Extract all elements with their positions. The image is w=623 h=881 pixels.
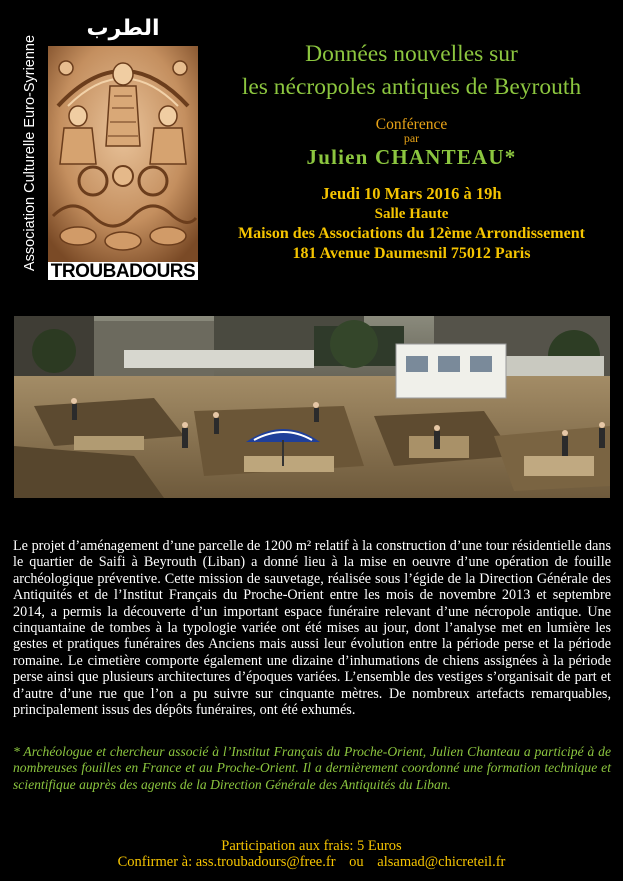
event-title-line-2: les nécropoles antiques de Beyrouth <box>241 74 582 100</box>
email-link-alsamad[interactable]: alsamad@chicreteil.fr <box>377 854 506 870</box>
excavation-photo <box>14 316 610 498</box>
carved-ivory-image <box>48 46 198 262</box>
footer <box>0 838 623 870</box>
troubadours-logo <box>14 12 198 280</box>
or-label: ou <box>349 854 364 870</box>
par-label: par <box>403 131 420 145</box>
speaker-note: * Archéologue et chercheur associé à l’Institut Français du Proche-Orient, Julien Chanteau a participé à de nombreuses fouilles en France et au Proche-Orient. Il a dernièrement coordonné une formation technique et scientifique auprès des agents de la Direction Générale des Antiquités du Liban. <box>13 744 611 792</box>
logo-vertical-text-wrapper <box>16 34 44 272</box>
speaker-name: Julien CHANTEAU* <box>306 145 517 169</box>
conference-label: Conférence <box>375 116 448 133</box>
logo-name: TROUBADOURS <box>48 262 198 280</box>
conference-abstract: Le projet d’aménagement d’une parcelle de 1200 m² relatif à la construction d’une tour résidentielle dans le quartier de Saifi à Beyrouth (Liban) a donné lieu à la mise en oeuvre d’une opération de fouille archéologique préventive. Cette mission de sauvetage, réalisée sous l’égide de la Direction Générale des Antiquités et de l’Institut Français du Proche-Orient entre les mois de novembre 2013 et septembre 2014, a permis la découverte d’un important espace funéraire relevant d’une nécropole antique. Une cinquantaine de tombes à la typologie variée ont été mises au jour, dont l’analyse met en lumière les gestes et pratiques funéraires des Anciens mais aussi leur évolution entre la période perse et la période romaine. Le cimetière comporte également une dizaine d’inhumations de chiens assignées à la période perse ainsi que plusieurs architectures d’époques variées. L’ensemble des vestiges s’organisait de part et d’autre d’une rue que l’on a pu suivre sur cinquante mètres. De nombreux artefacts remarquables, principalement issus des dépôts funéraires, ont été exhumés. <box>13 538 611 719</box>
confirm-label: Confirmer à: <box>117 854 193 870</box>
logo-vertical-text: Association Culturelle Euro-Syrienne <box>22 34 38 272</box>
event-venue: Maison des Associations du 12ème Arrondissement <box>238 225 585 242</box>
email-link-troubadours[interactable]: ass.troubadours@free.fr <box>195 854 336 870</box>
event-title-line-1: Données nouvelles sur <box>305 41 518 67</box>
logo-arabic-name: الطرب <box>86 16 160 41</box>
excavation-illustration <box>14 316 610 498</box>
participation-fee: Participation aux frais: 5 Euros <box>221 838 402 854</box>
event-header <box>200 38 623 264</box>
confirm-line <box>0 854 623 870</box>
event-date: Jeudi 10 Mars 2016 à 19h <box>321 184 502 203</box>
event-address: 181 Avenue Daumesnil 75012 Paris <box>292 245 531 262</box>
carving-illustration <box>48 46 198 262</box>
event-room: Salle Haute <box>374 206 449 222</box>
